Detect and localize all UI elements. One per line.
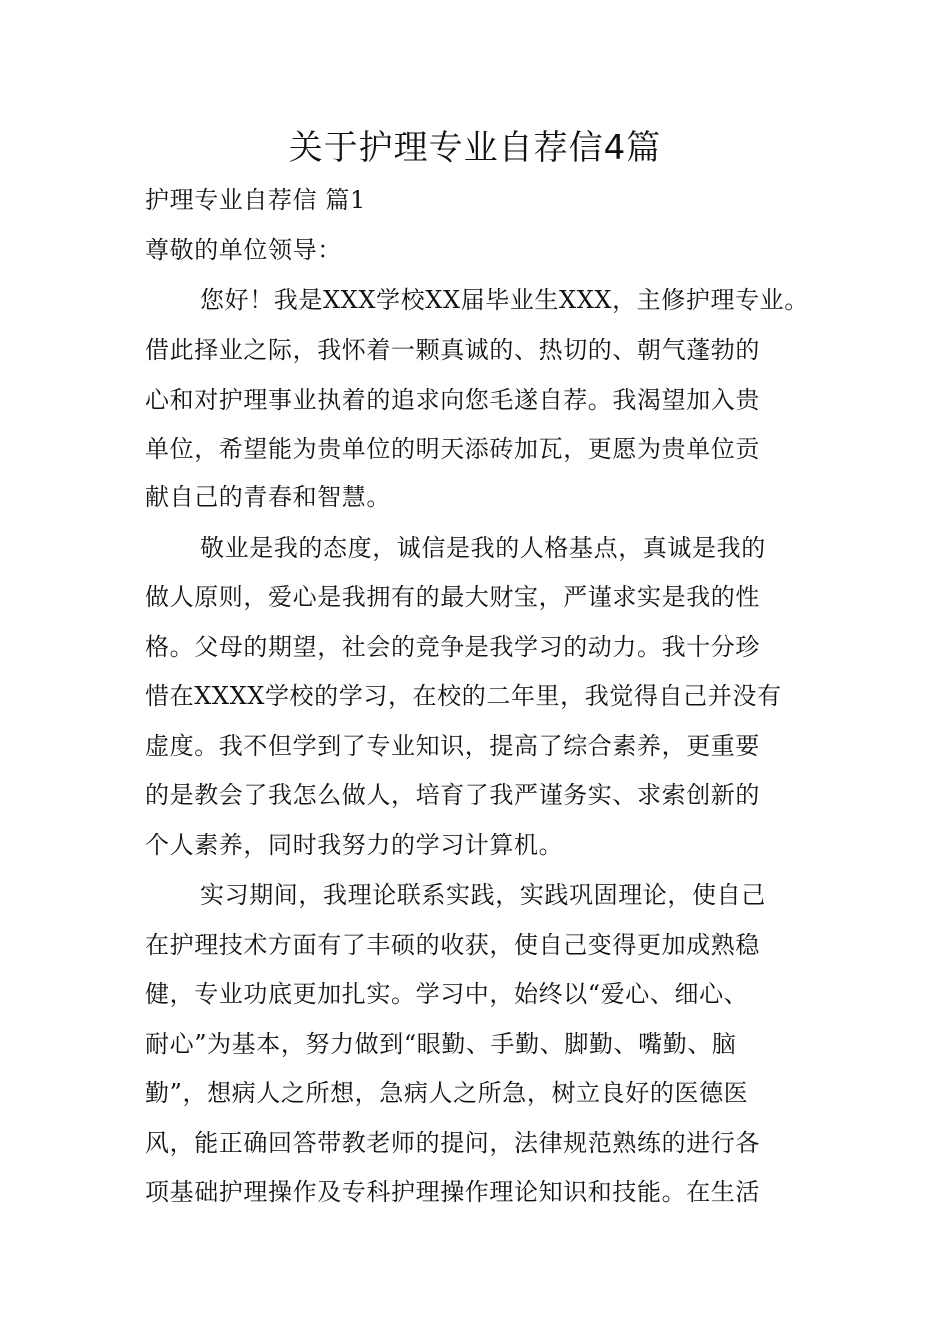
paragraph-line: 耐心”为基本，努力做到“眼勤、手勤、脚勤、嘴勤、脑 (145, 1030, 737, 1058)
document-title: 关于护理专业自荐信4篇 (288, 128, 662, 168)
paragraph-line: 风，能正确回答带教老师的提问，法律规范熟练的进行各 (145, 1129, 760, 1157)
paragraph-line: 敬业是我的态度，诚信是我的人格基点，真诚是我的 (200, 534, 766, 562)
section-heading: 护理专业自荐信 篇1 (145, 186, 366, 214)
paragraph-line: 虚度。我不但学到了专业知识，提高了综合素养，更重要 (145, 732, 760, 760)
paragraph-line: 在护理技术方面有了丰硕的收获，使自己变得更加成熟稳 (145, 931, 760, 959)
paragraph-line: 您好！我是XXX学校XX届毕业生XXX，主修护理专业。 (200, 286, 809, 314)
paragraph-line: 勤”，想病人之所想，急病人之所急，树立良好的医德医 (145, 1079, 749, 1107)
paragraph-line: 借此择业之际，我怀着一颗真诚的、热切的、朝气蓬勃的 (145, 336, 760, 364)
paragraph-line: 献自己的青春和智慧。 (145, 483, 391, 511)
paragraph-line: 心和对护理事业执着的追求向您毛遂自荐。我渴望加入贵 (145, 386, 760, 414)
paragraph-line: 实习期间，我理论联系实践，实践巩固理论，使自己 (200, 881, 766, 909)
paragraph-line: 单位，希望能为贵单位的明天添砖加瓦，更愿为贵单位贡 (145, 435, 760, 463)
paragraph-line: 健，专业功底更加扎实。学习中，始终以“爱心、细心、 (145, 980, 749, 1008)
paragraph-line: 做人原则，爱心是我拥有的最大财宝，严谨求实是我的性 (145, 583, 760, 611)
paragraph-line: 的是教会了我怎么做人，培育了我严谨务实、求索创新的 (145, 781, 760, 809)
paragraph-line: 个人素养，同时我努力的学习计算机。 (145, 831, 564, 859)
paragraph-line: 项基础护理操作及专科护理操作理论知识和技能。在生活 (145, 1178, 760, 1206)
paragraph-line: 格。父母的期望，社会的竞争是我学习的动力。我十分珍 (145, 633, 760, 661)
salutation: 尊敬的单位领导： (145, 236, 342, 264)
paragraph-line: 惜在XXXX学校的学习，在校的二年里，我觉得自己并没有 (145, 682, 782, 710)
